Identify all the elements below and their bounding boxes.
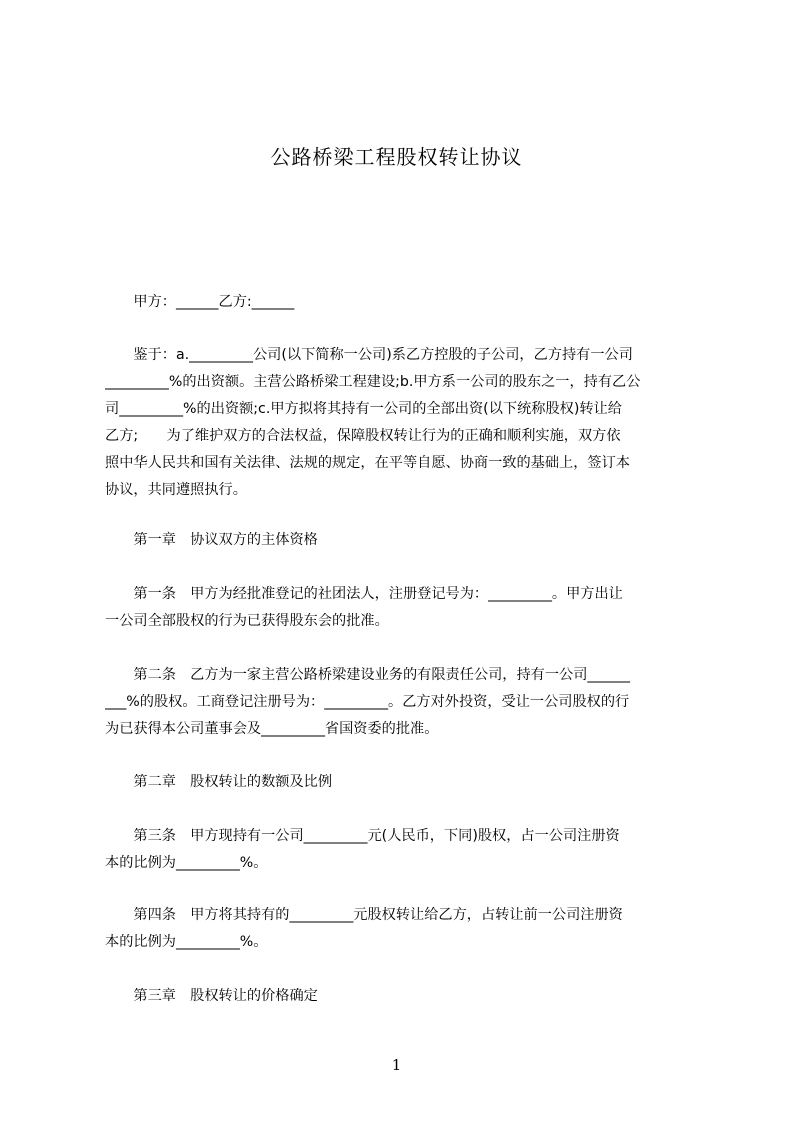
recital-line: 协议，共同遵照执行。	[105, 482, 247, 498]
chapter-heading: 第一章 协议双方的主体资格	[105, 532, 318, 548]
chapter-heading: 第二章 股权转让的数额及比例	[105, 774, 333, 790]
article-line: 第四条 甲方将其持有的_________元股权转让给乙方，占转让前一公司注册资	[105, 907, 623, 923]
parties-line: 甲方：______乙方:______	[105, 294, 295, 310]
article-line: 本的比例为_________%。	[105, 934, 268, 950]
article-line: 第一条 甲方为经批准登记的社团法人，注册登记号为：_________。甲方出让	[105, 586, 623, 602]
recital-line: 司_________%的出资额;c.甲方拟将其持有一公司的全部出资(以下统称股权)转让给	[105, 401, 622, 417]
article-line: 本的比例为_________%。	[105, 855, 268, 871]
recital-line: 乙方; 为了维护双方的合法权益，保障股权转让行为的正确和顺利实施，双方依	[105, 428, 621, 444]
article-line: 为已获得本公司董事会及_________省国资委的批准。	[105, 721, 439, 737]
recital-line: 鉴于：a._________公司(以下简称一公司)系乙方控股的子公司，乙方持有一公司	[105, 347, 633, 363]
page-number: 1	[391, 1056, 402, 1074]
article-line: 第三条 甲方现持有一公司_________元(人民币，下同)股权，占一公司注册资	[105, 828, 620, 844]
article-line: ___%的股权。工商登记注册号为：_________。乙方对外投资，受让一公司股权的行	[105, 694, 630, 710]
recital-line: 照中华人民共和国有关法律、法规的规定，在平等自愿、协商一致的基础上，签订本	[105, 455, 630, 471]
recital-line: _________%的出资额。主营公路桥梁工程建设;b.甲方系一公司的股东之一，持有乙公	[105, 374, 641, 390]
document-title: 公路桥梁工程股权转让协议	[270, 145, 523, 169]
article-line: 一公司全部股权的行为已获得股东会的批准。	[105, 613, 389, 629]
chapter-heading: 第三章 股权转让的价格确定	[105, 988, 318, 1004]
article-line: 第二条 乙方为一家主营公路桥梁建设业务的有限责任公司，持有一公司______	[105, 667, 630, 683]
